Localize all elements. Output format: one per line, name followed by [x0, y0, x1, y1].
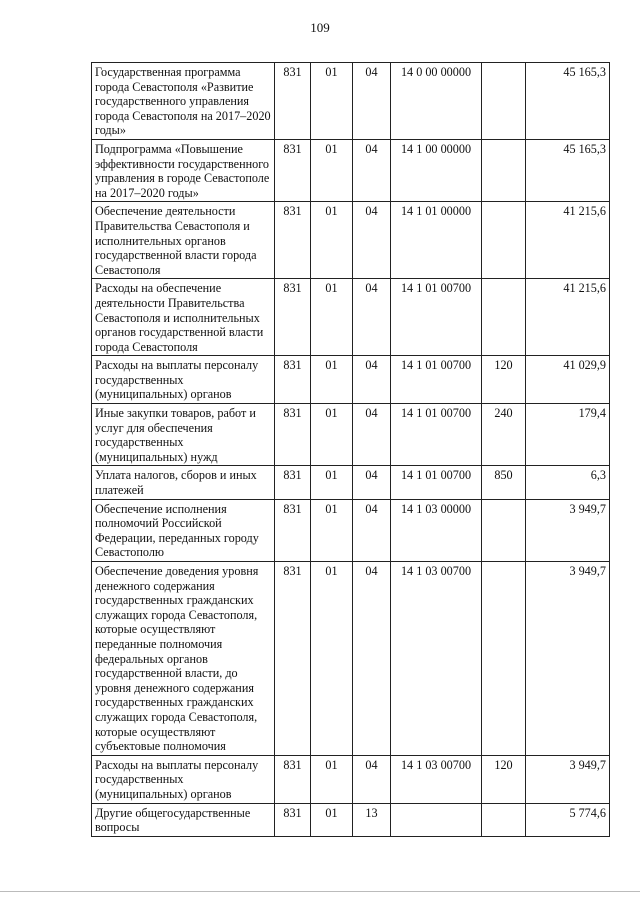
section-code-cell: 01	[311, 755, 353, 803]
subsection-code-cell: 13	[353, 803, 391, 836]
row-name-cell: Другие общегосударственные вопросы	[92, 803, 275, 836]
expense-type-cell: 120	[482, 356, 526, 404]
target-article-cell: 14 0 00 00000	[391, 63, 482, 140]
ministry-code-cell: 831	[275, 803, 311, 836]
row-name-cell: Уплата налогов, сборов и иных платежей	[92, 466, 275, 499]
table-row	[92, 356, 610, 404]
table-row	[92, 466, 610, 499]
section-code-cell: 01	[311, 803, 353, 836]
amount-cell: 3 949,7	[526, 755, 610, 803]
amount-cell: 45 165,3	[526, 139, 610, 201]
row-name-cell: Расходы на выплаты персоналу государственных (муниципальных) органов	[92, 755, 275, 803]
section-code-cell: 01	[311, 139, 353, 201]
ministry-code-cell: 831	[275, 499, 311, 561]
subsection-code-cell: 04	[353, 279, 391, 356]
section-code-cell: 01	[311, 356, 353, 404]
target-article-cell: 14 1 01 00000	[391, 202, 482, 279]
expense-type-cell	[482, 202, 526, 279]
subsection-code-cell: 04	[353, 356, 391, 404]
ministry-code-cell: 831	[275, 562, 311, 756]
target-article-cell: 14 1 03 00700	[391, 562, 482, 756]
expense-type-cell: 120	[482, 755, 526, 803]
amount-cell: 6,3	[526, 466, 610, 499]
row-name-cell: Государственная программа города Севастополя «Развитие государственного управления города Севастополя на 2017–2020 годы»	[92, 63, 275, 140]
subsection-code-cell: 04	[353, 202, 391, 279]
row-name-cell: Обеспечение деятельности Правительства Севастополя и исполнительных органов государственной власти города Севастополя	[92, 202, 275, 279]
section-code-cell: 01	[311, 499, 353, 561]
table-row	[92, 202, 610, 279]
section-code-cell: 01	[311, 562, 353, 756]
target-article-cell: 14 1 03 00000	[391, 499, 482, 561]
table-row	[92, 755, 610, 803]
ministry-code-cell: 831	[275, 755, 311, 803]
ministry-code-cell: 831	[275, 202, 311, 279]
table-row	[92, 279, 610, 356]
target-article-cell: 14 1 01 00700	[391, 466, 482, 499]
subsection-code-cell: 04	[353, 466, 391, 499]
target-article-cell: 14 1 01 00700	[391, 279, 482, 356]
amount-cell: 41 029,9	[526, 356, 610, 404]
row-name-cell: Обеспечение доведения уровня денежного содержания государственных гражданских служащих города Севастополя, которые осуществляют переданные полномочия федеральных органов государственной власти, до уровня денежного содержания государственных гражданских служащих города Севастополя, которые осуществляют субъектовые полномочия	[92, 562, 275, 756]
budget-table	[91, 62, 610, 837]
expense-type-cell	[482, 499, 526, 561]
table-row	[92, 499, 610, 561]
subsection-code-cell: 04	[353, 139, 391, 201]
row-name-cell: Обеспечение исполнения полномочий Российской Федерации, переданных городу Севастополю	[92, 499, 275, 561]
row-name-cell: Подпрограмма «Повышение эффективности государственного управления в городе Севастополе на 2017–2020 годы»	[92, 139, 275, 201]
expense-type-cell	[482, 139, 526, 201]
expense-type-cell: 240	[482, 404, 526, 466]
ministry-code-cell: 831	[275, 356, 311, 404]
subsection-code-cell: 04	[353, 499, 391, 561]
ministry-code-cell: 831	[275, 139, 311, 201]
table-row	[92, 63, 610, 140]
amount-cell: 45 165,3	[526, 63, 610, 140]
expense-type-cell: 850	[482, 466, 526, 499]
row-name-cell: Расходы на обеспечение деятельности Правительства Севастополя и исполнительных органов государственной власти города Севастополя	[92, 279, 275, 356]
ministry-code-cell: 831	[275, 279, 311, 356]
expense-type-cell	[482, 63, 526, 140]
ministry-code-cell: 831	[275, 404, 311, 466]
ministry-code-cell: 831	[275, 466, 311, 499]
ministry-code-cell: 831	[275, 63, 311, 140]
table-row	[92, 404, 610, 466]
target-article-cell: 14 1 03 00700	[391, 755, 482, 803]
subsection-code-cell: 04	[353, 562, 391, 756]
amount-cell: 3 949,7	[526, 499, 610, 561]
section-code-cell: 01	[311, 404, 353, 466]
amount-cell: 179,4	[526, 404, 610, 466]
subsection-code-cell: 04	[353, 404, 391, 466]
table-row	[92, 139, 610, 201]
page-edge	[0, 891, 640, 892]
table-row	[92, 562, 610, 756]
row-name-cell: Расходы на выплаты персоналу государственных (муниципальных) органов	[92, 356, 275, 404]
subsection-code-cell: 04	[353, 63, 391, 140]
section-code-cell: 01	[311, 63, 353, 140]
page-number: 109	[310, 20, 330, 35]
table-row	[92, 803, 610, 836]
target-article-cell: 14 1 01 00700	[391, 404, 482, 466]
target-article-cell: 14 1 01 00700	[391, 356, 482, 404]
expense-type-cell	[482, 279, 526, 356]
expense-type-cell	[482, 803, 526, 836]
amount-cell: 41 215,6	[526, 279, 610, 356]
amount-cell: 5 774,6	[526, 803, 610, 836]
row-name-cell: Иные закупки товаров, работ и услуг для обеспечения государственных (муниципальных) нужд	[92, 404, 275, 466]
amount-cell: 3 949,7	[526, 562, 610, 756]
section-code-cell: 01	[311, 202, 353, 279]
section-code-cell: 01	[311, 466, 353, 499]
subsection-code-cell: 04	[353, 755, 391, 803]
target-article-cell: 14 1 00 00000	[391, 139, 482, 201]
section-code-cell: 01	[311, 279, 353, 356]
amount-cell: 41 215,6	[526, 202, 610, 279]
target-article-cell	[391, 803, 482, 836]
expense-type-cell	[482, 562, 526, 756]
